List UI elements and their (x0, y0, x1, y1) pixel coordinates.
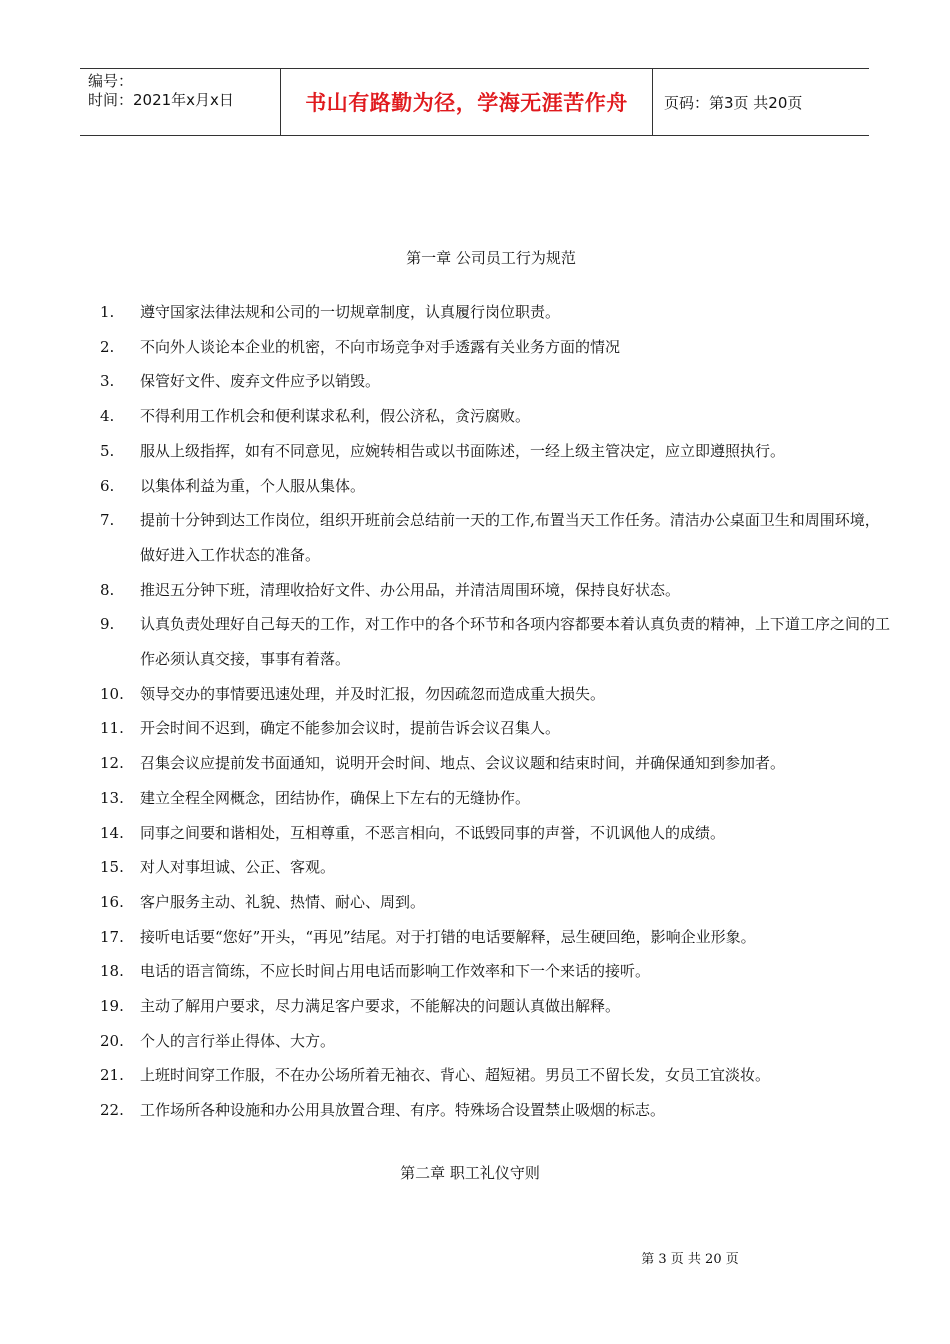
item-number: 11. (100, 719, 124, 738)
chapter-1-title: 第一章 公司员工行为规范 (406, 249, 576, 267)
item-number: 18. (100, 962, 124, 981)
item-text: 对人对事坦诚、公正、客观。 (140, 858, 336, 877)
item-number: 15. (100, 858, 124, 877)
item-text: 领导交办的事情要迅速处理，并及时汇报，勿因疏忽而造成重大损失。 (140, 684, 606, 703)
list-item (100, 399, 890, 434)
item-number: 3. (100, 372, 115, 391)
rules-list (100, 295, 890, 1128)
item-number: 6. (100, 476, 115, 495)
list-item (100, 607, 890, 676)
item-text: 遵守国家法律法规和公司的一切规章制度，认真履行岗位职责。 (140, 303, 561, 321)
item-number: 20. (100, 1031, 124, 1050)
item-text: 接听电话要“您好”开头，“再见”结尾。对于打错的电话要解释，忌生硬回绝，影响企业形象。 (140, 927, 756, 946)
item-text: 不得利用工作机会和便利谋求私利，假公济私，贪污腐败。 (140, 407, 531, 426)
list-item (100, 989, 890, 1024)
item-number: 13. (100, 788, 124, 807)
list-item (100, 1058, 890, 1093)
list-item (100, 677, 890, 712)
list-item (100, 781, 890, 816)
item-number: 12. (100, 754, 124, 773)
item-text: 以集体利益为重，个人服从集体。 (140, 476, 366, 495)
item-text: 保管好文件、废弃文件应予以销毁。 (140, 372, 381, 391)
item-number: 16. (100, 892, 124, 911)
item-text: 召集会议应提前发书面通知，说明开会时间、地点、会议议题和结束时间，并确保通知到参加者。 (140, 754, 786, 773)
list-item (100, 503, 890, 572)
list-item (100, 885, 890, 920)
item-text: 服从上级指挥，如有不同意见，应婉转相告或以书面陈述，一经上级主管决定，应立即遵照执行。 (140, 441, 786, 460)
list-item (100, 295, 890, 330)
item-text: 电话的语言简练，不应长时间占用电话而影响工作效率和下一个来话的接听。 (140, 962, 651, 981)
item-text: 主动了解用户要求，尽力满足客户要求，不能解决的问题认真做出解释。 (140, 997, 621, 1016)
item-text: 客户服务主动、礼貌、热情、耐心、周到。 (140, 892, 426, 911)
item-number: 4. (100, 407, 115, 426)
item-number: 7. (100, 511, 115, 530)
item-text: 同事之间要和谐相处，互相尊重，不恶言相向，不诋毁同事的声誉，不讥讽他人的成绩。 (140, 823, 726, 842)
item-number: 5. (100, 441, 115, 460)
item-number: 21. (100, 1066, 124, 1085)
list-item (100, 573, 890, 608)
chapter-2-title: 第二章 职工礼仪守则 (400, 1164, 540, 1182)
list-item (100, 434, 890, 469)
item-text: 认真负责处理好自己每天的工作，对工作中的各个环节和各项内容都要本着认真负责的精神，上下道工序之间的工作必须认真交接，事事有着落。 (140, 615, 891, 669)
header-meta (80, 69, 281, 135)
list-item (100, 1093, 890, 1128)
item-number: 22. (100, 1101, 124, 1120)
item-number: 8. (100, 580, 115, 599)
item-number: 10. (100, 684, 124, 703)
item-number: 19. (100, 997, 124, 1016)
item-number: 14. (100, 823, 124, 842)
item-text: 个人的言行举止得体、大方。 (140, 1031, 336, 1050)
list-item (100, 469, 890, 504)
serial-label: 编号： (88, 72, 134, 90)
item-number: 2. (100, 337, 115, 356)
header-page-info: 页码：第3页 共20页 (664, 93, 803, 112)
item-text: 上班时间穿工作服，不在办公场所着无袖衣、背心、超短裙。男员工不留长发，女员工宜淡妆。 (140, 1066, 771, 1085)
list-item (100, 920, 890, 955)
list-item (100, 364, 890, 399)
list-item (100, 746, 890, 781)
item-text: 不向外人谈论本企业的机密，不向市场竞争对手透露有关业务方面的情况 (140, 337, 621, 356)
list-item (100, 711, 890, 746)
item-text: 提前十分钟到达工作岗位，组织开班前会总结前一天的工作,布置当天工作任务。清洁办公桌面卫生和周围环境，做好进入工作状态的准备。 (140, 511, 880, 564)
list-item (100, 850, 890, 885)
header-motto: 书山有路勤为径，学海无涯苦作舟 (281, 69, 653, 135)
item-number: 9. (100, 615, 115, 634)
list-item (100, 816, 890, 851)
list-item (100, 1024, 890, 1059)
list-item (100, 954, 890, 989)
page-footer: 第 3 页 共 20 页 (641, 1252, 739, 1267)
page-header (80, 68, 869, 136)
list-item (100, 330, 890, 365)
item-text: 建立全程全网概念，团结协作，确保上下左右的无缝协作。 (140, 788, 531, 807)
item-text: 推迟五分钟下班，清理收拾好文件、办公用品，并清洁周围环境，保持良好状态。 (140, 580, 681, 599)
item-text: 开会时间不迟到，确定不能参加会议时，提前告诉会议召集人。 (140, 719, 561, 738)
item-number: 1. (100, 303, 115, 321)
item-number: 17. (100, 927, 124, 946)
date-label: 时间：2021年x月x日 (88, 91, 234, 109)
item-text: 工作场所各种设施和办公用具放置合理、有序。特殊场合设置禁止吸烟的标志。 (140, 1101, 666, 1120)
